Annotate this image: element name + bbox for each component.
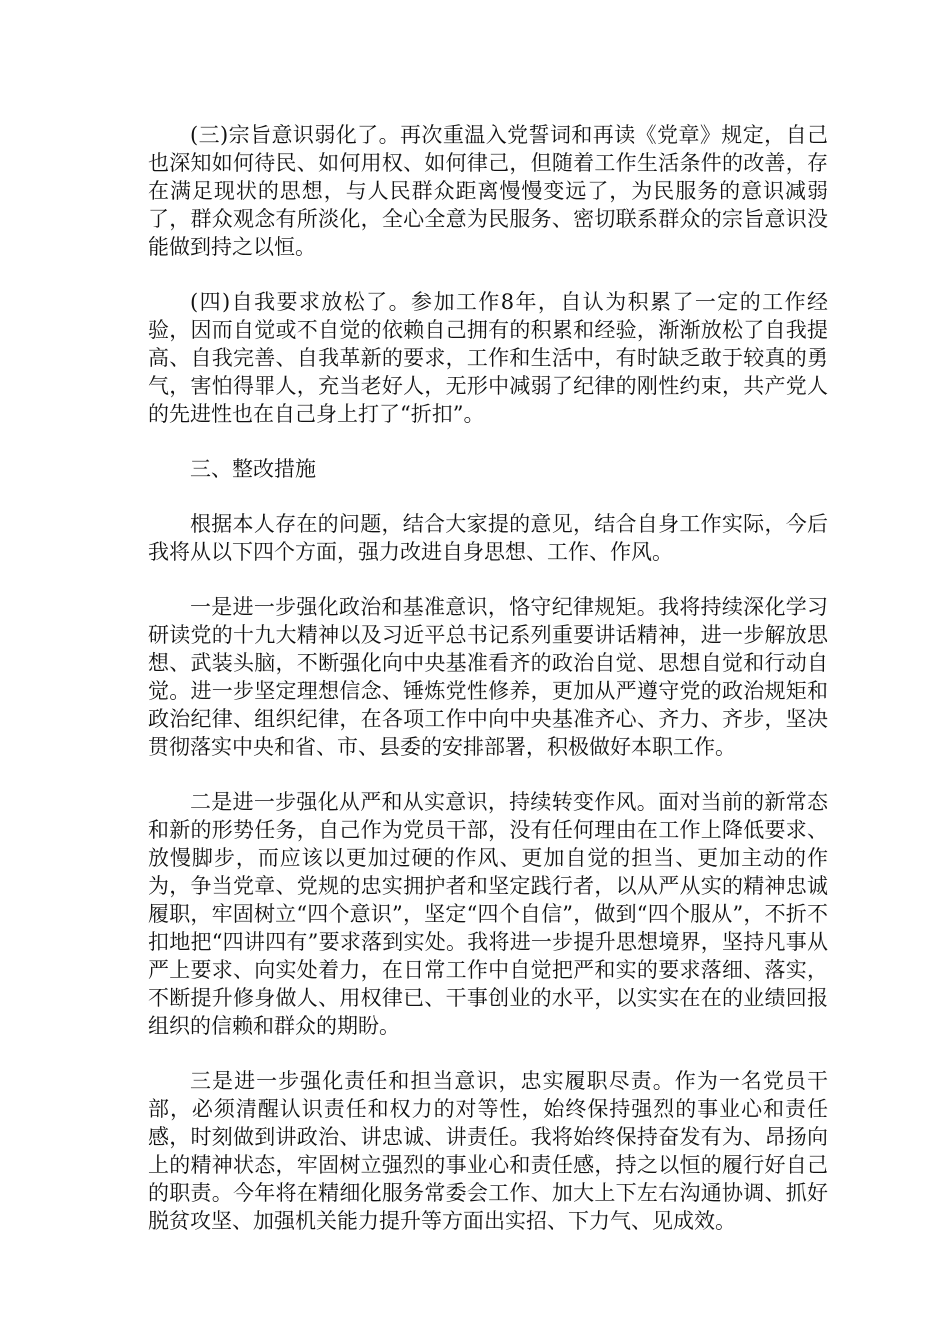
paragraph-measure-one: 一是进一步强化政治和基准意识，恪守纪律规矩。我将持续深化学习研读党的十九大精神以及习近平总书记系列重要讲话精神，进一步解放思想、武装头脑，不断强化向中央基准看齐的政治自觉、思想自觉和行动自觉。进一步坚定理想信念、锤炼党性修养，更加从严遵守党的政治规矩和政治纪律、组织纪律，在各项工作中向中央基准齐心、齐力、齐步，坚决贯彻落实中央和省、市、县委的安排部署，积极做好本职工作。 xyxy=(148,595,828,759)
document-body xyxy=(148,121,828,1262)
paragraph-self-discipline: (四)自我要求放松了。参加工作8年，自认为积累了一定的工作经验，因而自觉或不自觉的依赖自己拥有的积累和经验，渐渐放松了自我提高、自我完善、自我革新的要求，工作和生活中，有时缺乏敢于较真的勇气，害怕得罪人，充当老好人，无形中减弱了纪律的刚性约束，共产党人的先进性也在自己身上打了“折扣”。 xyxy=(148,290,828,426)
paragraph-measure-three: 三是进一步强化责任和担当意识，忠实履职尽责。作为一名党员干部，必须清醒认识责任和权力的对等性，始终保持强烈的事业心和责任感，时刻做到讲政治、讲忠诚、讲责任。我将始终保持奋发有为、昂扬向上的精神状态，牢固树立强烈的事业心和责任感，持之以恒的履行好自己的职责。今年将在精细化服务常委会工作、加大上下左右沟通协调、抓好脱贫攻坚、加强机关能力提升等方面出实招、下力气、见成效。 xyxy=(148,1069,828,1233)
paragraph-intro: 根据本人存在的问题，结合大家提的意见，结合自身工作实际，今后我将从以下四个方面，强力改进自身思想、工作、作风。 xyxy=(148,512,828,564)
section-heading-rectification: 三、整改措施 xyxy=(190,457,316,481)
paragraph-purpose-awareness: (三)宗旨意识弱化了。再次重温入党誓词和再读《党章》规定，自己也深知如何待民、如何用权、如何律己，但随着工作生活条件的改善，存在满足现状的思想，与人民群众距离慢慢变远了，为民服务的意识减弱了，群众观念有所淡化，全心全意为民服务、密切联系群众的宗旨意识没能做到持之以恒。 xyxy=(148,123,828,259)
paragraph-measure-two: 二是进一步强化从严和从实意识，持续转变作风。面对当前的新常态和新的形势任务，自己作为党员干部，没有任何理由在工作上降低要求、放慢脚步，而应该以更加过硬的作风、更加自觉的担当、更加主动的作为，争当党章、党规的忠实拥护者和坚定践行者，以从严从实的精神忠诚履职，牢固树立“四个意识”，坚定“四个自信”，做到“四个服从”，不折不扣地把“四讲四有”要求落到实处。我将进一步提升思想境界，坚持凡事从严上要求、向实处着力，在日常工作中自觉把严和实的要求落细、落实，不断提升修身做人、用权律已、干事创业的水平，以实实在在的业绩回报组织的信赖和群众的期盼。 xyxy=(148,790,828,1038)
